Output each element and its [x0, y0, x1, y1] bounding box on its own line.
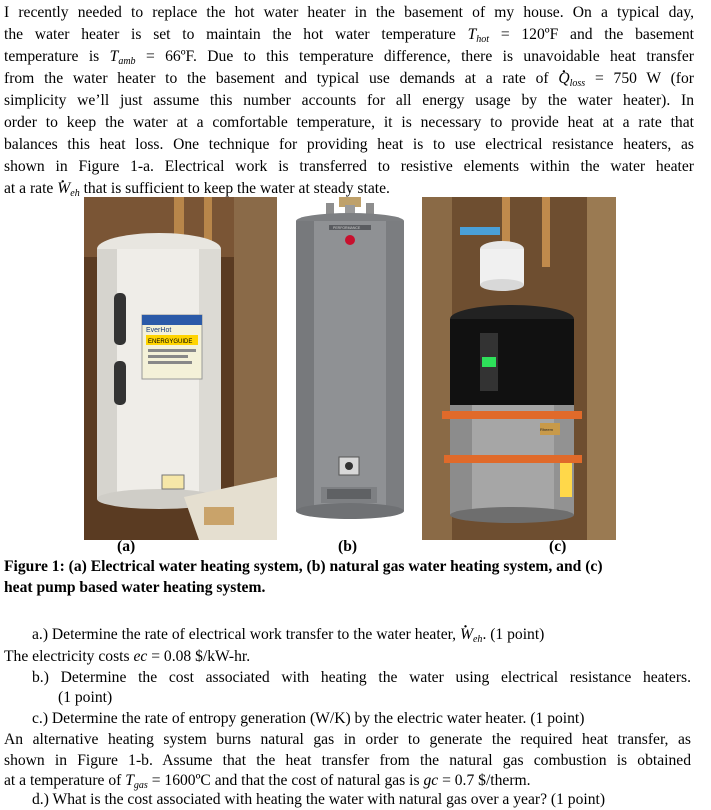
- electricity-cost-line: The electricity costs ec = 0.08 $/kW-hr.: [4, 648, 251, 665]
- electric-heater-illustration: [84, 197, 277, 540]
- intro-line-1: I recently needed to replace the hot water heater in the basement of my house. On a typical day,: [4, 4, 694, 21]
- intro-line-7: balances this heat loss. One technique for providing heat is to use electrical resistance heaters, as: [4, 136, 694, 153]
- gas-heater-illustration: [291, 197, 409, 539]
- intro-line-5: simplicity we’ll just assume this number accounts for all energy usage by the water heater). In: [4, 92, 694, 109]
- photo-heat-pump-heater: [422, 197, 616, 540]
- intro-line-2: the water heater is set to maintain the hot water temperature $T_{hot}$ = 120ºF and the basement: [4, 26, 694, 45]
- everhot-brand-text: EverHot: [146, 327, 172, 334]
- alternative-line-2: shown in Figure 1-b. Assume that the heat transfer from the natural gas combustion is obtained: [4, 752, 691, 769]
- alternative-line-1: An alternative heating system burns natural gas in order to generate the required heat transfer, as: [4, 731, 691, 748]
- intro-line-9: at a rate · $W_{eh}$ that is sufficient to keep the water at steady state.: [4, 178, 694, 200]
- figure-label-b: (b): [338, 538, 358, 555]
- intro-line-8: shown in Figure 1-a. Electrical work is transferred to resistive elements within the water heater: [4, 158, 694, 175]
- figure-label-c: (c): [549, 538, 567, 555]
- photo-gas-heater: [291, 197, 409, 539]
- question-b-line-2: (1 point): [58, 689, 113, 706]
- question-b-line-1: b.) Determine the cost associated with heating the water using electrical resistance heaters.: [32, 669, 691, 686]
- question-c: c.) Determine the rate of entropy generation (W/K) by the electric water heater. (1 point): [32, 710, 585, 727]
- figure-label-a: (a): [117, 538, 136, 555]
- question-d: d.) What is the cost associated with heating the water with natural gas over a year? (1 point): [32, 791, 606, 808]
- intro-line-4: from the water heater to the basement and typical use demands at a rate of · $Q_{loss} = 750$ W (for: [4, 68, 694, 90]
- alternative-line-3: at a temperature of $T_{gas}$ = 1600ºC and that the cost of natural gas is gc = 0.7 $/therm.: [4, 772, 531, 791]
- performance-brand-text: PERFORMANCE: [333, 226, 361, 230]
- photo-electric-heater: [84, 197, 277, 540]
- heat-pump-heater-illustration: [422, 197, 616, 540]
- rheem-brand-text: Rheem: [540, 427, 553, 432]
- intro-paragraph: [4, 2, 694, 200]
- intro-line-6: order to keep the water at a comfortable temperature, it is necessary to provide heat at a rate that: [4, 114, 694, 131]
- figure-caption-line-1: Figure 1: (a) Electrical water heating system, (b) natural gas water heating system, and (c): [4, 558, 603, 575]
- energyguide-label-text: ENERGYGUIDE: [148, 339, 193, 345]
- intro-line-3: temperature is $T_{amb}$ = 66ºF. Due to this temperature difference, there is unavoidable heat transfer: [4, 48, 694, 67]
- question-a: a.) Determine the rate of electrical work transfer to the water heater, · $W_{eh}$. (1 point): [32, 625, 544, 650]
- figure-caption-line-2: heat pump based water heating system.: [4, 579, 266, 596]
